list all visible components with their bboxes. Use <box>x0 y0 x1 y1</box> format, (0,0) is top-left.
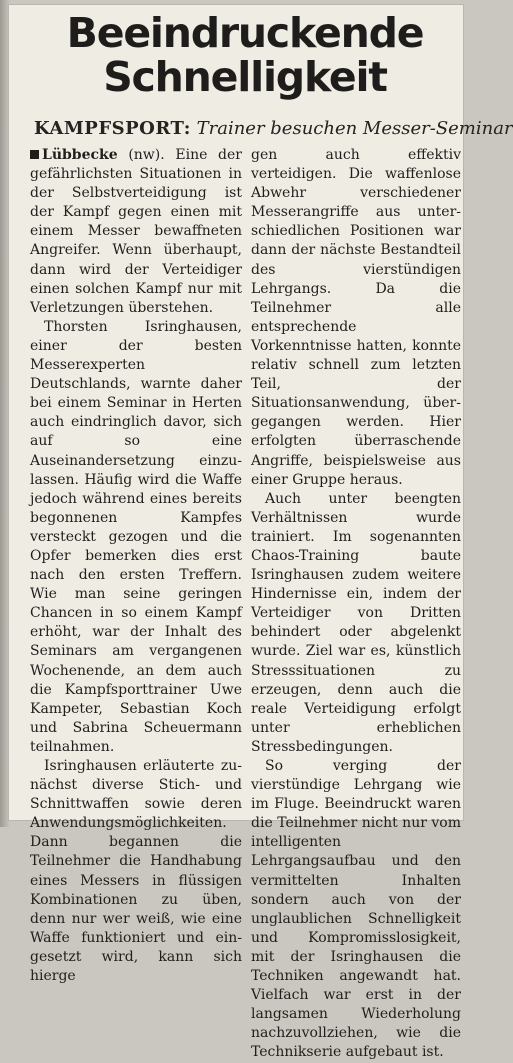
body-paragraph-continued: gen auch effektiv verteidigen. Die waffenlose Abwehr verschiedener Messerangriffe aus unterschiedlichen Positionen war dann der nächste Bestandteil des vierstündigen Lehrgangs. Da die Teilnehmer alle entsprechende Vorkenntnisse hatten, konnte relativ schnell zum letzten Teil, der Situationsanwendung, übergegangen werden. Hier erfolgten überraschende Angriffe, beispielsweise aus einer Gruppe heraus. <box>251 147 461 488</box>
lead-text: (nw). Eine der gefährlichsten Situationen in der Selbstverteidigung ist der Kampf gegen einen mit einem Messer bewaffneten Angreifer. Wenn überhaupt, dann wird der Verteidiger einen solchen Kampf nur mit Verletzungen überstehen. <box>30 147 242 316</box>
lead-paragraph <box>30 146 242 318</box>
body-paragraph: Auch unter beengten Verhältnissen wurde trainiert. Im sogenannten Chaos-Training baute Isringhausen zudem weitere Hindernisse ein, indem der Verteidiger von Dritten behindert oder abgelenkt wurde. Ziel war es, künstlich Stresssituationen zu erzeugen, denn auch die reale Verteidigung erfolgt unter erheblichen Stressbedingungen. <box>251 490 461 755</box>
subheadline <box>34 118 513 139</box>
dateline-square-icon <box>30 150 39 159</box>
headline-line-1: Beeindruckende <box>66 9 424 57</box>
column-2 <box>251 146 461 1063</box>
body-paragraph: Thorsten Isringhausen, einer der besten Messerexperten Deutschlands, warnte daher bei einem Seminar in Herten auch eindringlich davor, sich auf so eine Auseinandersetzung einzulassen. Häufig wird die Waffe jedoch während eines bereits begonnenen Kampfes versteckt gezogen und die Opfer bemerken dies erst nach den ersten Treffern. Wie man seine geringen Chancen in so einem Kampf erhöht, war der Inhalt des Seminars am vergangenen Wochenende, an dem auch die Kampfsporttrainer Uwe Kampeter, Sebastian Koch und Sabrina Scheuermann teilnahmen. <box>30 318 242 755</box>
dateline: Lübbecke <box>42 147 118 163</box>
headline-line-2: Schnelligkeit <box>103 53 387 101</box>
body-paragraph: Isringhausen erläuterte zunächst diverse Stich- und Schnittwaffen sowie deren Anwendungsmöglichkeiten. Dann begannen die Teilnehmer die Handhabung eines Messers in flüssigen Kombinationen zu üben, denn nur wer weiß, wie eine Waffe funktioniert und eingesetzt wird, kann sich hierge <box>30 758 242 985</box>
dek: Trainer besuchen Messer-Seminar <box>196 118 513 139</box>
body-paragraph: So verging der vierstündige Lehrgang wie im Fluge. Beeindruckt waren die Teilnehmer nicht nur vom intelligenten Lehrgangsaufbau und den vermittelten Inhalten sondern auch von der unglaublichen Schnelligkeit und Kompromisslosigkeit, mit der Isringhausen die Techniken angewandt hat. Vielfach war erst in der langsamen Wiederholung nachzuvollziehen, wie die Technikserie aufgebaut ist. <box>251 758 461 1061</box>
kicker: KAMPFSPORT: <box>34 118 191 139</box>
column-1 <box>30 146 242 986</box>
